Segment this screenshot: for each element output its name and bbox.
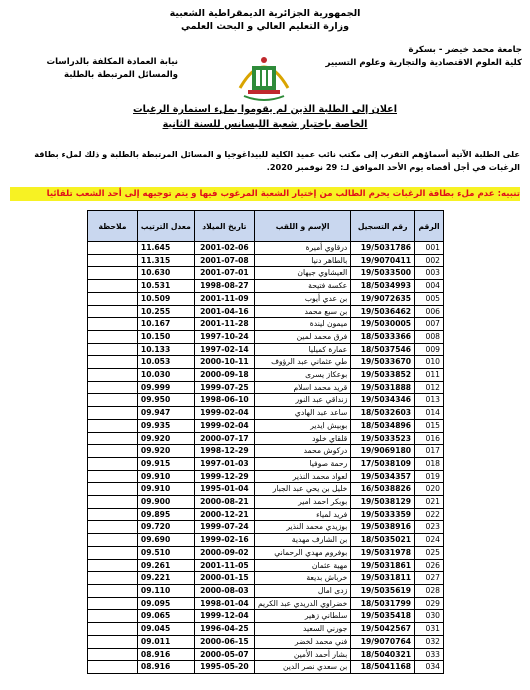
cell-name: درقاوي أميرة: [254, 242, 350, 255]
header-center: [0, 7, 530, 33]
cell-note: [88, 242, 138, 255]
cell-name: العيشاوي جيهان: [254, 267, 350, 280]
cell-birth-date: 2000-07-17: [194, 432, 254, 445]
cell-number: 012: [415, 381, 444, 394]
table-row: [88, 559, 444, 572]
cell-birth-date: 2001-11-28: [194, 318, 254, 331]
table-row: [88, 597, 444, 610]
cell-number: 017: [415, 445, 444, 458]
cell-number: 010: [415, 356, 444, 369]
cell-note: [88, 470, 138, 483]
table-row: [88, 432, 444, 445]
cell-average: 08.916: [137, 661, 194, 674]
cell-birth-date: 2001-02-06: [194, 242, 254, 255]
cell-name: رحمة صوفيا: [254, 457, 350, 470]
cell-note: [88, 267, 138, 280]
cell-number: 009: [415, 343, 444, 356]
header-left: [18, 56, 178, 82]
cell-name: طي عثماني عبد الرؤوف: [254, 356, 350, 369]
warning-banner: تنبيه: عدم ملء بطاقة الرغبات يحرم الطالب من إختيار الشعبة المرغوب فيها و يتم توجيهه إلى أحد الشعب تلقائيا: [10, 187, 520, 201]
table-row: [88, 381, 444, 394]
deputy-office-line2: والمسائل المرتبطة بالطلبة: [63, 70, 178, 80]
cell-number: 025: [415, 546, 444, 559]
cell-name: ميمون ليندة: [254, 318, 350, 331]
cell-average: 09.720: [137, 521, 194, 534]
cell-registration: 18/5031799: [351, 597, 415, 610]
cell-name: فرق محمد لمين: [254, 330, 350, 343]
cell-name: زدى امال: [254, 584, 350, 597]
cell-note: [88, 343, 138, 356]
cell-birth-date: 1997-01-03: [194, 457, 254, 470]
cell-registration: 19/5038916: [351, 521, 415, 534]
cell-note: [88, 419, 138, 432]
table-row: [88, 419, 444, 432]
cell-registration: 19/9070411: [351, 254, 415, 267]
cell-registration: 18/5033366: [351, 330, 415, 343]
cell-registration: 18/5034993: [351, 280, 415, 293]
cell-birth-date: 1997-02-14: [194, 343, 254, 356]
cell-number: 024: [415, 534, 444, 547]
cell-number: 006: [415, 305, 444, 318]
cell-average: 09.065: [137, 610, 194, 623]
cell-registration: 19/5033670: [351, 356, 415, 369]
cell-number: 026: [415, 559, 444, 572]
cell-average: 09.910: [137, 470, 194, 483]
cell-birth-date: 1999-02-16: [194, 534, 254, 547]
cell-registration: 19/5035418: [351, 610, 415, 623]
cell-note: [88, 521, 138, 534]
cell-average: 10.509: [137, 292, 194, 305]
cell-number: 027: [415, 572, 444, 585]
cell-average: 10.255: [137, 305, 194, 318]
cell-number: 023: [415, 521, 444, 534]
table-row: [88, 356, 444, 369]
cell-birth-date: 2001-04-16: [194, 305, 254, 318]
cell-number: 022: [415, 508, 444, 521]
cell-note: [88, 623, 138, 636]
cell-birth-date: 1998-06-10: [194, 394, 254, 407]
cell-name: بالطاهر دنيا: [254, 254, 350, 267]
cell-birth-date: 1999-07-25: [194, 381, 254, 394]
table-row: [88, 610, 444, 623]
table-row: [88, 457, 444, 470]
cell-name: قريد محمد اسلام: [254, 381, 350, 394]
cell-note: [88, 559, 138, 572]
cell-registration: 18/5034896: [351, 419, 415, 432]
table-row: [88, 407, 444, 420]
table-row: [88, 318, 444, 331]
cell-note: [88, 407, 138, 420]
cell-number: 018: [415, 457, 444, 470]
table-row: [88, 280, 444, 293]
cell-note: [88, 546, 138, 559]
table-row: [88, 305, 444, 318]
cell-average: 09.920: [137, 445, 194, 458]
cell-birth-date: 1998-08-27: [194, 280, 254, 293]
cell-registration: 19/5033359: [351, 508, 415, 521]
cell-name: بوبكر احمد امير: [254, 496, 350, 509]
cell-registration: 18/5040321: [351, 648, 415, 661]
cell-birth-date: 2000-08-03: [194, 584, 254, 597]
cell-name: بن سعدي نصر الدين: [254, 661, 350, 674]
cell-note: [88, 254, 138, 267]
cell-registration: 19/5038129: [351, 496, 415, 509]
table-header-row: [88, 211, 444, 242]
cell-registration: 16/5038826: [351, 483, 415, 496]
cell-note: [88, 508, 138, 521]
cell-name: قلقاي خلود: [254, 432, 350, 445]
header-registration: رقم التسجيل: [351, 211, 415, 242]
cell-average: 08.916: [137, 648, 194, 661]
ministry-name: وزارة التعليم العالي و البحث العلمي: [181, 21, 349, 32]
cell-number: 019: [415, 470, 444, 483]
cell-name: زنداقي عبد النور: [254, 394, 350, 407]
cell-note: [88, 572, 138, 585]
cell-registration: 19/5035619: [351, 584, 415, 597]
title-line1: اعلان إلى الطلبة الذين لم يقوموا بملء استمارة الرغبات: [132, 104, 397, 115]
cell-birth-date: 2001-07-08: [194, 254, 254, 267]
cell-average: 10.150: [137, 330, 194, 343]
cell-average: 09.950: [137, 394, 194, 407]
cell-birth-date: 2001-11-09: [194, 292, 254, 305]
cell-birth-date: 2000-08-21: [194, 496, 254, 509]
cell-registration: 18/5032603: [351, 407, 415, 420]
cell-note: [88, 394, 138, 407]
cell-birth-date: 2001-11-05: [194, 559, 254, 572]
cell-name: مهية عثمان: [254, 559, 350, 572]
cell-number: 032: [415, 635, 444, 648]
cell-note: [88, 610, 138, 623]
table-row: [88, 343, 444, 356]
header-right: [317, 44, 522, 70]
cell-birth-date: 1997-10-24: [194, 330, 254, 343]
table-row: [88, 292, 444, 305]
cell-average: 09.920: [137, 432, 194, 445]
cell-average: 09.110: [137, 584, 194, 597]
cell-registration: 19/5034357: [351, 470, 415, 483]
deputy-office-line1: نيابة العمادة المكلفة بالدراسات: [46, 57, 178, 67]
table-row: [88, 572, 444, 585]
cell-birth-date: 1998-01-04: [194, 597, 254, 610]
table-row: [88, 648, 444, 661]
cell-registration: 17/5038109: [351, 457, 415, 470]
header-name: الإسم و اللقب: [254, 211, 350, 242]
intro-paragraph: على الطلبة الآتية أسماؤهم التقرب إلى مكتب نائب عميد الكلية للبيداغوجيا و المسائل المرتبطة بالطلبة و ذلك لملء بطاقة الرغبات في أجل أقصاه يوم الأحد الموافق لـ: 29 نوفمبر 2020.: [34, 149, 520, 172]
cell-number: 031: [415, 623, 444, 636]
cell-registration: 19/5031888: [351, 381, 415, 394]
cell-average: 10.030: [137, 369, 194, 382]
cell-number: 013: [415, 394, 444, 407]
cell-name: بوعكاز يسرى: [254, 369, 350, 382]
cell-registration: 19/5033523: [351, 432, 415, 445]
cell-number: 028: [415, 584, 444, 597]
cell-birth-date: 1996-04-25: [194, 623, 254, 636]
cell-registration: 18/5037546: [351, 343, 415, 356]
cell-number: 003: [415, 267, 444, 280]
cell-birth-date: 1999-02-04: [194, 419, 254, 432]
cell-birth-date: 2000-06-15: [194, 635, 254, 648]
cell-average: 11.645: [137, 242, 194, 255]
cell-registration: 19/5031786: [351, 242, 415, 255]
cell-registration: 19/5031978: [351, 546, 415, 559]
cell-registration: 19/5031861: [351, 559, 415, 572]
cell-registration: 19/9069180: [351, 445, 415, 458]
cell-note: [88, 318, 138, 331]
table-row: [88, 369, 444, 382]
cell-average: 10.630: [137, 267, 194, 280]
cell-name: بن عدي أيوب: [254, 292, 350, 305]
cell-number: 008: [415, 330, 444, 343]
header-note: ملاحظة: [88, 211, 138, 242]
cell-average: 09.935: [137, 419, 194, 432]
cell-birth-date: 2001-07-01: [194, 267, 254, 280]
table-row: [88, 584, 444, 597]
table-row: [88, 661, 444, 674]
cell-birth-date: 2000-09-18: [194, 369, 254, 382]
cell-name: سلطاني زهير: [254, 610, 350, 623]
cell-name: لعواد محمد النذير: [254, 470, 350, 483]
cell-note: [88, 635, 138, 648]
cell-average: 09.947: [137, 407, 194, 420]
table-row: [88, 330, 444, 343]
cell-average: 10.167: [137, 318, 194, 331]
cell-name: فني محمد لخضر: [254, 635, 350, 648]
table-row: [88, 534, 444, 547]
cell-registration: 18/5041168: [351, 661, 415, 674]
cell-number: 033: [415, 648, 444, 661]
cell-note: [88, 457, 138, 470]
cell-note: [88, 369, 138, 382]
cell-number: 020: [415, 483, 444, 496]
cell-name: ساعد عبد الهادي: [254, 407, 350, 420]
cell-name: بن الشارف مهدية: [254, 534, 350, 547]
table-row: [88, 521, 444, 534]
cell-note: [88, 496, 138, 509]
cell-number: 030: [415, 610, 444, 623]
cell-note: [88, 432, 138, 445]
cell-note: [88, 661, 138, 674]
cell-name: خليل بن يحي عبد الجبار: [254, 483, 350, 496]
cell-registration: 19/9072635: [351, 292, 415, 305]
cell-birth-date: 2000-01-15: [194, 572, 254, 585]
cell-average: 09.999: [137, 381, 194, 394]
table-row: [88, 445, 444, 458]
students-table: [87, 210, 444, 674]
cell-average: 09.011: [137, 635, 194, 648]
cell-average: 09.900: [137, 496, 194, 509]
cell-note: [88, 292, 138, 305]
cell-birth-date: 2000-05-07: [194, 648, 254, 661]
cell-number: 005: [415, 292, 444, 305]
cell-registration: 18/5035021: [351, 534, 415, 547]
cell-average: 09.221: [137, 572, 194, 585]
table-row: [88, 254, 444, 267]
cell-registration: 19/5033500: [351, 267, 415, 280]
header-birth-date: تاريخ الميلاد: [194, 211, 254, 242]
cell-name: جورني السعيد: [254, 623, 350, 636]
cell-registration: 19/5042567: [351, 623, 415, 636]
cell-name: عكسة فتيحة: [254, 280, 350, 293]
cell-number: 034: [415, 661, 444, 674]
cell-note: [88, 534, 138, 547]
cell-name: خرباش بديعة: [254, 572, 350, 585]
table-row: [88, 267, 444, 280]
university-logo: [230, 48, 298, 106]
cell-note: [88, 597, 138, 610]
cell-birth-date: 1995-01-04: [194, 483, 254, 496]
cell-average: 09.510: [137, 546, 194, 559]
cell-average: 09.045: [137, 623, 194, 636]
table-row: [88, 470, 444, 483]
cell-registration: 19/5036462: [351, 305, 415, 318]
cell-number: 011: [415, 369, 444, 382]
cell-registration: 19/5033852: [351, 369, 415, 382]
cell-name: بوفروم مهدي الرحماني: [254, 546, 350, 559]
table-row: [88, 394, 444, 407]
cell-note: [88, 648, 138, 661]
cell-birth-date: 2000-09-02: [194, 546, 254, 559]
table-row: [88, 635, 444, 648]
table-row: [88, 546, 444, 559]
cell-birth-date: 1999-12-04: [194, 610, 254, 623]
cell-birth-date: 1995-05-20: [194, 661, 254, 674]
cell-number: 001: [415, 242, 444, 255]
table-row: [88, 508, 444, 521]
table-row: [88, 242, 444, 255]
cell-note: [88, 356, 138, 369]
cell-note: [88, 381, 138, 394]
cell-birth-date: 1999-02-04: [194, 407, 254, 420]
cell-average: 10.053: [137, 356, 194, 369]
cell-number: 021: [415, 496, 444, 509]
cell-number: 007: [415, 318, 444, 331]
republic-name: الجمهورية الجزائرية الديمقراطية الشعبية: [169, 8, 361, 19]
cell-number: 004: [415, 280, 444, 293]
table-row: [88, 623, 444, 636]
header-number: الرقم: [415, 211, 444, 242]
cell-note: [88, 330, 138, 343]
table-row: [88, 496, 444, 509]
cell-birth-date: 1999-07-24: [194, 521, 254, 534]
cell-registration: 19/9070764: [351, 635, 415, 648]
cell-number: 015: [415, 419, 444, 432]
cell-registration: 19/5034346: [351, 394, 415, 407]
title-line2: الخاصة باختيار شعبة الليسانس للسنة الثانية: [162, 119, 368, 130]
cell-number: 016: [415, 432, 444, 445]
cell-average: 10.531: [137, 280, 194, 293]
cell-average: 09.915: [137, 457, 194, 470]
cell-average: 09.690: [137, 534, 194, 547]
cell-number: 002: [415, 254, 444, 267]
faculty-name: كلية العلوم الاقتصادية والتجارية وعلوم التسيير: [325, 58, 522, 68]
cell-note: [88, 305, 138, 318]
table-row: [88, 483, 444, 496]
cell-note: [88, 483, 138, 496]
cell-birth-date: 2000-12-21: [194, 508, 254, 521]
cell-name: بشار أحمد الأمين: [254, 648, 350, 661]
cell-average: 11.315: [137, 254, 194, 267]
cell-average: 09.261: [137, 559, 194, 572]
header-average: معدل الترتيب: [137, 211, 194, 242]
cell-average: 09.895: [137, 508, 194, 521]
cell-name: عمارة كميليا: [254, 343, 350, 356]
cell-birth-date: 2000-10-11: [194, 356, 254, 369]
cell-number: 029: [415, 597, 444, 610]
cell-average: 10.133: [137, 343, 194, 356]
cell-name: بن سبع محمد: [254, 305, 350, 318]
cell-registration: 19/5031811: [351, 572, 415, 585]
cell-name: بوبيش ايدير: [254, 419, 350, 432]
cell-note: [88, 584, 138, 597]
cell-birth-date: 1998-12-29: [194, 445, 254, 458]
cell-name: بوزيدي محمد النذير: [254, 521, 350, 534]
cell-average: 09.095: [137, 597, 194, 610]
cell-number: 014: [415, 407, 444, 420]
cell-name: خضراوي الدريدي عبد الكريم: [254, 597, 350, 610]
announcement-title: [0, 102, 530, 132]
cell-note: [88, 280, 138, 293]
cell-name: دركوش محمد: [254, 445, 350, 458]
cell-note: [88, 445, 138, 458]
university-name: جامعة محمد خيضر - بسكرة: [408, 45, 522, 55]
cell-registration: 19/5030005: [351, 318, 415, 331]
cell-name: فريد لمياء: [254, 508, 350, 521]
cell-average: 09.910: [137, 483, 194, 496]
cell-birth-date: 1999-12-29: [194, 470, 254, 483]
